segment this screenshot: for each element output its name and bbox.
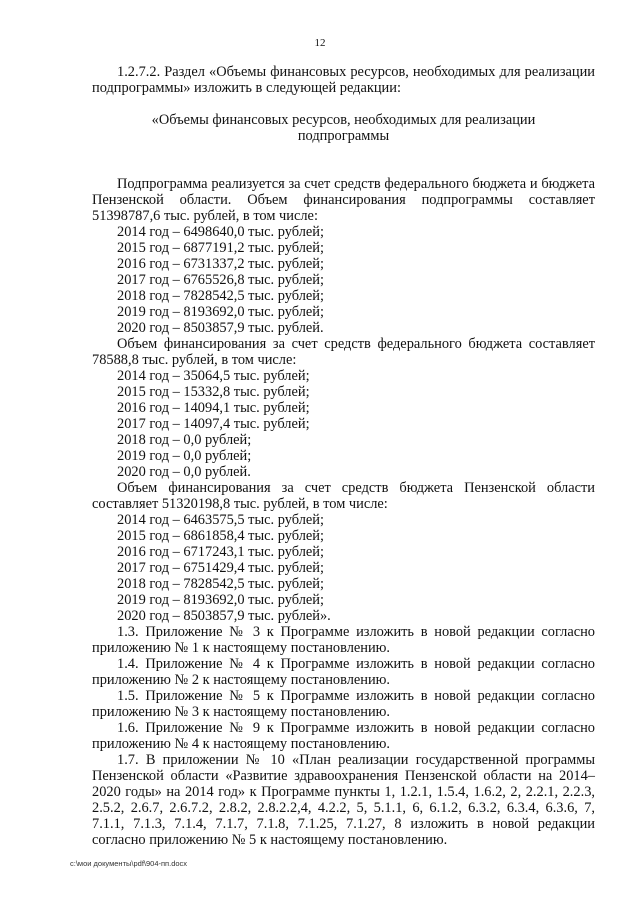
total-year-2016: 2016 год – 6731337,2 тыс. рублей; xyxy=(117,256,324,272)
section-heading-line-1: «Объемы финансовых ресурсов, необходимых для реализации xyxy=(151,112,536,128)
regional-year-2015: 2015 год – 6861858,4 тыс. рублей; xyxy=(117,528,324,544)
total-year-2017: 2017 год – 6765526,8 тыс. рублей; xyxy=(117,272,324,288)
footer-file-path: c:\мои документы\pdf\904-пп.docx xyxy=(70,859,188,868)
federal-year-2017: 2017 год – 14097,4 тыс. рублей; xyxy=(117,416,310,432)
regional-year-2019: 2019 год – 8193692,0 тыс. рублей; xyxy=(117,592,324,608)
federal-year-2014: 2014 год – 35064,5 тыс. рублей; xyxy=(117,368,310,384)
item-1-7-paragraph: 1.7. В приложении № 10 «План реализации государственной программы Пензенской области «Развитие здравоохранения Пензенской области на 2014–2020 годы» на 2014 год» к Программе пункты 1, 1.2.1, 1.5.4, 1.6.2, 2, 2.2.1, 2.2.3, 2.5.2, 2.6.7, 2.6.7.2, 2.8.2, 2.8.2.2,4, 4.2.2, 5, 5.1.1, 6, 6.1.2, 6.3.2, 6.3.4, 6.3.6, 7, 7.1.1, 7.1.3, 7.1.4, 7.1.7, 7.1.8, 7.1.25, 7.1.27, 8 изложить в новой редакции согласно приложению № 5 к настоящему постановлению. xyxy=(92,752,595,848)
federal-year-2018: 2018 год – 0,0 рублей; xyxy=(117,432,252,448)
regional-year-2017: 2017 год – 6751429,4 тыс. рублей; xyxy=(117,560,324,576)
page-number: 12 xyxy=(314,37,326,49)
total-year-2014: 2014 год – 6498640,0 тыс. рублей; xyxy=(117,224,324,240)
total-financing-paragraph: Подпрограмма реализуется за счет средств федерального бюджета и бюджета Пензенской области. Объем финансирования подпрограммы составляет 51398787,6 тыс. рублей, в том числе: xyxy=(92,176,595,224)
item-1-3-paragraph: 1.3. Приложение № 3 к Программе изложить в новой редакции согласно приложению № 1 к настоящему постановлению. xyxy=(92,624,595,656)
section-heading xyxy=(92,112,595,144)
total-year-2015: 2015 год – 6877191,2 тыс. рублей; xyxy=(117,240,324,256)
total-year-2019: 2019 год – 8193692,0 тыс. рублей; xyxy=(117,304,324,320)
regional-financing-paragraph: Объем финансирования за счет средств бюджета Пензенской области составляет 51320198,8 тыс. рублей, в том числе: xyxy=(92,480,595,512)
regional-year-2016: 2016 год – 6717243,1 тыс. рублей; xyxy=(117,544,324,560)
section-heading-line-2: подпрограммы xyxy=(297,128,390,144)
federal-year-2019: 2019 год – 0,0 рублей; xyxy=(117,448,252,464)
document-body xyxy=(92,64,595,848)
total-year-2020: 2020 год – 8503857,9 тыс. рублей. xyxy=(117,320,324,336)
federal-year-2015: 2015 год – 15332,8 тыс. рублей; xyxy=(117,384,310,400)
federal-financing-paragraph: Объем финансирования за счет средств федерального бюджета составляет 78588,8 тыс. рублей, в том числе: xyxy=(92,336,595,368)
item-1-6-paragraph: 1.6. Приложение № 9 к Программе изложить в новой редакции согласно приложению № 4 к настоящему постановлению. xyxy=(92,720,595,752)
regional-year-2018: 2018 год – 7828542,5 тыс. рублей; xyxy=(117,576,324,592)
federal-year-2020: 2020 год – 0,0 рублей. xyxy=(117,464,251,480)
item-1-5-paragraph: 1.5. Приложение № 5 к Программе изложить в новой редакции согласно приложению № 3 к настоящему постановлению. xyxy=(92,688,595,720)
section-intro-paragraph: 1.2.7.2. Раздел «Объемы финансовых ресурсов, необходимых для реализации подпрограммы» изложить в следующей редакции: xyxy=(92,64,595,96)
total-year-2018: 2018 год – 7828542,5 тыс. рублей; xyxy=(117,288,324,304)
item-1-4-paragraph: 1.4. Приложение № 4 к Программе изложить в новой редакции согласно приложению № 2 к настоящему постановлению. xyxy=(92,656,595,688)
regional-year-2020: 2020 год – 8503857,9 тыс. рублей». xyxy=(117,608,331,624)
regional-year-2014: 2014 год – 6463575,5 тыс. рублей; xyxy=(117,512,324,528)
federal-year-2016: 2016 год – 14094,1 тыс. рублей; xyxy=(117,400,310,416)
